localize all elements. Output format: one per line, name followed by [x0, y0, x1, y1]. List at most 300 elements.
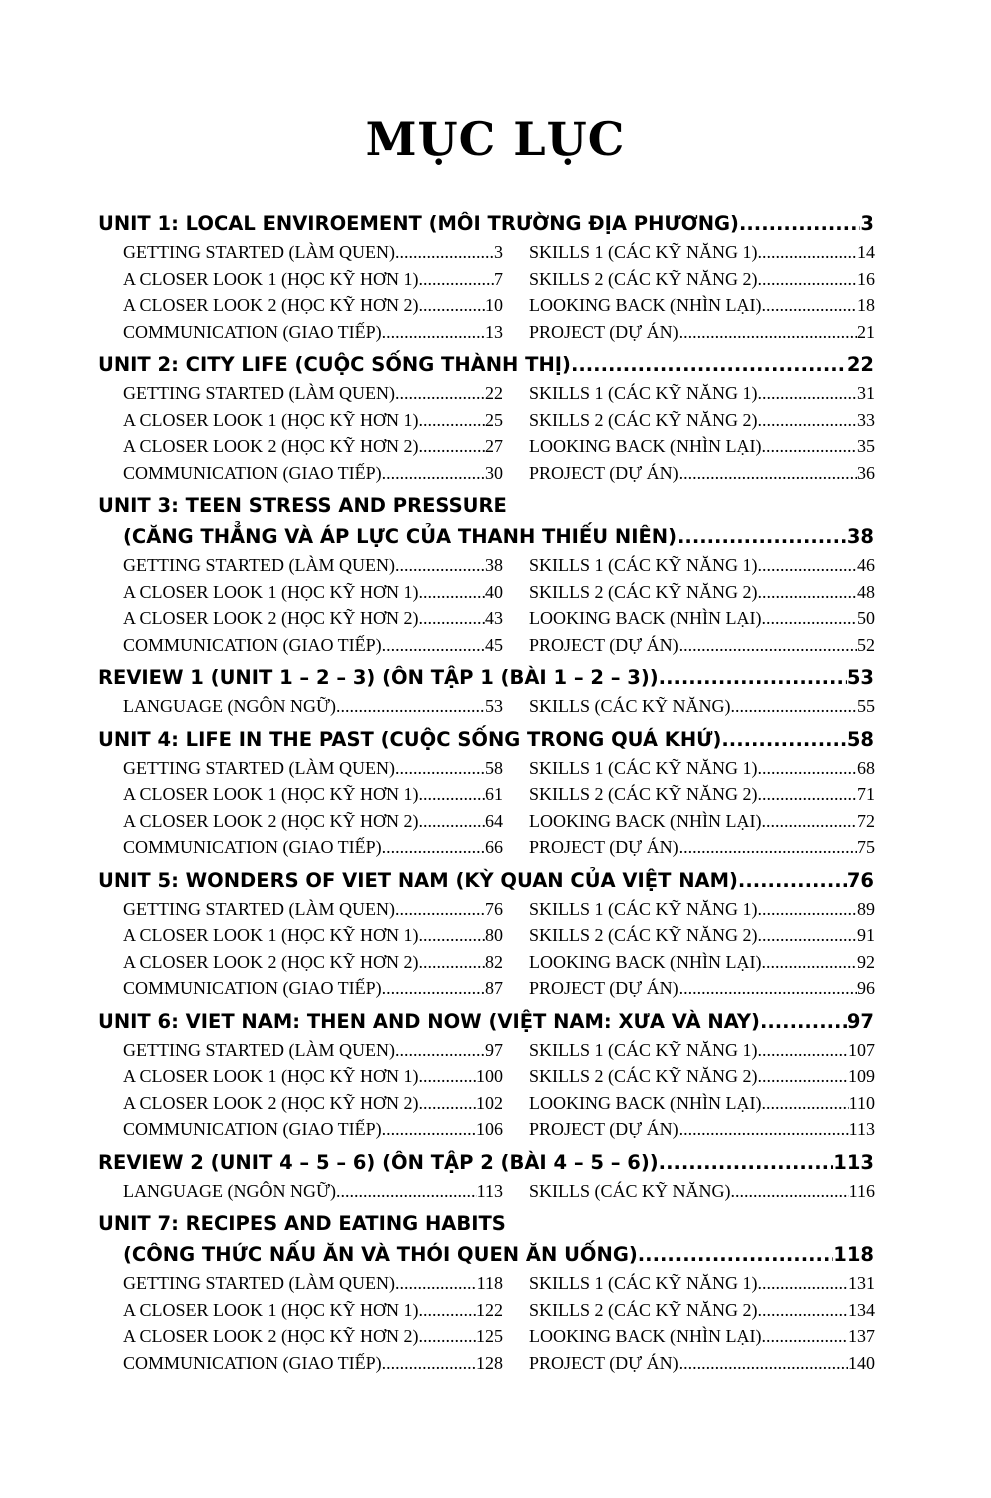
toc-entry-row: [123, 1270, 874, 1297]
toc-entry-label: A CLOSER LOOK 1 (HỌC KỸ HƠN 1): [123, 409, 419, 430]
dot-leader: [679, 632, 857, 659]
toc-entry[interactable]: [529, 834, 875, 861]
toc-entry-page: 7: [494, 268, 503, 289]
toc-entry-page: 122: [476, 1299, 503, 1320]
dot-leader: [638, 1239, 834, 1270]
toc-entry-label: GETTING STARTED (LÀM QUEN): [123, 555, 395, 575]
toc-entry-page: 18: [857, 295, 875, 315]
section-heading-label: UNIT 7: RECIPES AND EATING HABITS: [98, 1212, 506, 1235]
toc-entry-row: [123, 1037, 874, 1064]
dot-leader: [419, 407, 486, 434]
toc-entry-label: A CLOSER LOOK 1 (HỌC KỸ HƠN 1): [123, 784, 419, 804]
section-heading-label: (CĂNG THẲNG VÀ ÁP LỰC CỦA THANH THIẾU NIÊN): [123, 525, 678, 548]
toc-entry[interactable]: [123, 433, 503, 460]
toc-entries: [98, 1037, 874, 1143]
toc-entry-label: COMMUNICATION (GIAO TIẾP): [123, 321, 382, 342]
dot-leader: [761, 808, 857, 835]
toc-entry-row: [123, 834, 874, 861]
toc-entry-label: A CLOSER LOOK 1 (HỌC KỸ HƠN 1): [123, 581, 419, 602]
toc-entry-row: [123, 239, 874, 266]
dot-leader: [382, 319, 485, 346]
section-heading-label: UNIT 2: CITY LIFE (CUỘC SỐNG THÀNH THỊ): [98, 353, 571, 376]
dot-leader: [382, 1350, 476, 1377]
section-heading[interactable]: [98, 349, 874, 380]
toc-entry[interactable]: [529, 292, 875, 319]
toc-entry-label: A CLOSER LOOK 1 (HỌC KỸ HƠN 1): [123, 1299, 419, 1320]
dot-leader: [677, 521, 847, 552]
toc-entry-label: SKILLS 1 (CÁC KỸ NĂNG 1): [529, 555, 758, 575]
section-heading-label: UNIT 4: LIFE IN THE PAST (CUỘC SỐNG TRONG QUÁ KHỨ): [98, 727, 722, 751]
toc-entry-label: SKILLS 1 (CÁC KỸ NĂNG 1): [529, 1273, 758, 1293]
toc-entry-page: 33: [857, 409, 875, 430]
dot-leader: [758, 781, 858, 808]
toc-entry[interactable]: [123, 552, 503, 579]
toc-entry-label: GETTING STARTED (LÀM QUEN): [123, 242, 395, 262]
toc-entry-page: 118: [476, 1273, 503, 1293]
section-heading-label: UNIT 1: LOCAL ENVIROEMENT (MÔI TRƯỜNG ĐỊA PHƯƠNG): [98, 212, 739, 235]
toc-entry-row: [123, 975, 874, 1002]
dot-leader: [679, 834, 857, 861]
toc-entry[interactable]: [123, 292, 503, 319]
table-of-contents: [98, 208, 874, 1380]
dot-leader: [419, 781, 486, 808]
toc-entry-page: 91: [857, 925, 875, 945]
toc-entry[interactable]: [123, 1178, 503, 1205]
dot-leader: [738, 865, 847, 896]
toc-entry[interactable]: [529, 1116, 875, 1143]
toc-entry[interactable]: [529, 552, 875, 579]
toc-entry-label: SKILLS 2 (CÁC KỸ NĂNG 2): [529, 925, 758, 945]
toc-entry-label: A CLOSER LOOK 1 (HỌC KỸ HƠN 1): [123, 1066, 419, 1086]
section-page-number: 113: [833, 1150, 874, 1174]
dot-leader: [679, 1350, 848, 1377]
toc-entry[interactable]: [123, 975, 503, 1002]
section-page-number: 118: [833, 1243, 874, 1266]
toc-entry-label: LOOKING BACK (NHÌN LẠI): [529, 951, 762, 972]
dot-leader: [659, 662, 847, 693]
toc-entry[interactable]: [529, 755, 875, 782]
dot-leader: [419, 605, 486, 632]
toc-entry-page: 52: [857, 634, 875, 655]
dot-leader: [758, 1297, 849, 1324]
toc-entries: [98, 1270, 874, 1376]
toc-entry[interactable]: [123, 1037, 503, 1064]
dot-leader: [419, 949, 486, 976]
toc-entry[interactable]: [123, 922, 503, 949]
dot-leader: [761, 292, 857, 319]
toc-entry[interactable]: [529, 1037, 875, 1064]
toc-entry-page: 109: [848, 1066, 875, 1086]
toc-entry-label: LOOKING BACK (NHÌN LẠI): [529, 295, 762, 315]
toc-entry-page: 92: [857, 951, 875, 972]
toc-entry-row: [123, 1178, 874, 1205]
toc-entry-label: SKILLS 2 (CÁC KỸ NĂNG 2): [529, 784, 758, 804]
toc-entry[interactable]: [123, 319, 503, 346]
toc-entry-label: SKILLS 2 (CÁC KỸ NĂNG 2): [529, 268, 758, 289]
dot-leader: [659, 1147, 834, 1178]
toc-entry-label: GETTING STARTED (LÀM QUEN): [123, 757, 395, 778]
toc-entry[interactable]: [529, 1178, 875, 1205]
dot-leader: [395, 896, 485, 923]
toc-section: [98, 724, 874, 865]
dot-leader: [731, 1178, 849, 1205]
toc-entry-label: PROJECT (DỰ ÁN): [529, 321, 679, 342]
toc-entry-page: 89: [857, 898, 875, 919]
dot-leader: [758, 552, 858, 579]
toc-entry[interactable]: [123, 834, 503, 861]
section-heading[interactable]: [98, 1006, 874, 1037]
dot-leader: [382, 975, 485, 1002]
toc-entry-label: GETTING STARTED (LÀM QUEN): [123, 1039, 395, 1060]
toc-entry-row: [123, 922, 874, 949]
toc-entry-row: [123, 781, 874, 808]
dot-leader: [395, 552, 485, 579]
toc-entry[interactable]: [123, 460, 503, 487]
section-heading-label: REVIEW 1 (UNIT 1 – 2 – 3) (ÔN TẬP 1 (BÀI 1 – 2 – 3)): [98, 666, 659, 689]
toc-entry-label: PROJECT (DỰ ÁN): [529, 837, 679, 857]
toc-section: [98, 1006, 874, 1147]
toc-entry[interactable]: [123, 407, 503, 434]
toc-entry-page: 106: [476, 1119, 503, 1139]
toc-entry-label: COMMUNICATION (GIAO TIẾP): [123, 634, 382, 655]
toc-entry-page: 71: [857, 784, 875, 804]
toc-entry[interactable]: [529, 605, 875, 632]
toc-entry-page: 22: [485, 383, 503, 403]
section-heading[interactable]: [98, 1208, 874, 1239]
dot-leader: [721, 724, 846, 755]
toc-entry[interactable]: [529, 896, 875, 923]
dot-leader: [758, 266, 858, 293]
toc-entry-label: LOOKING BACK (NHÌN LẠI): [529, 1092, 762, 1113]
toc-entry[interactable]: [529, 407, 875, 434]
toc-entry-row: [123, 319, 874, 346]
toc-entry-row: [123, 460, 874, 487]
toc-entry[interactable]: [529, 266, 875, 293]
toc-entry-page: 64: [485, 810, 503, 831]
dot-leader: [395, 1037, 485, 1064]
toc-entry-row: [123, 755, 874, 782]
toc-entry[interactable]: [529, 781, 875, 808]
toc-entry-page: 45: [485, 634, 503, 655]
toc-entry-label: COMMUNICATION (GIAO TIẾP): [123, 462, 382, 483]
toc-entries: [98, 693, 874, 720]
section-heading[interactable]: [98, 865, 874, 896]
toc-entry-label: A CLOSER LOOK 2 (HỌC KỸ HƠN 2): [123, 295, 419, 315]
dot-leader: [382, 1116, 476, 1143]
toc-entry-page: 55: [857, 696, 875, 716]
section-heading-label: (CÔNG THỨC NẤU ĂN VÀ THÓI QUEN ĂN UỐNG): [123, 1243, 638, 1266]
section-heading-label: UNIT 3: TEEN STRESS AND PRESSURE: [98, 494, 507, 517]
toc-entry-label: PROJECT (DỰ ÁN): [529, 1352, 679, 1373]
toc-entry-label: SKILLS 1 (CÁC KỸ NĂNG 1): [529, 383, 758, 403]
toc-entry[interactable]: [529, 975, 875, 1002]
toc-entry[interactable]: [123, 579, 503, 606]
toc-entry-row: [123, 433, 874, 460]
toc-entry-label: PROJECT (DỰ ÁN): [529, 1119, 679, 1139]
toc-entry[interactable]: [123, 1063, 503, 1090]
toc-entry[interactable]: [529, 239, 875, 266]
toc-entry-label: PROJECT (DỰ ÁN): [529, 462, 679, 483]
dot-leader: [758, 922, 858, 949]
toc-section: [98, 1147, 874, 1209]
toc-entry-page: 30: [485, 462, 503, 483]
toc-entry-page: 21: [857, 321, 875, 342]
toc-entry[interactable]: [123, 808, 503, 835]
toc-entry[interactable]: [529, 579, 875, 606]
toc-section: [98, 662, 874, 724]
section-heading[interactable]: [98, 1239, 874, 1270]
toc-entry-page: 36: [857, 462, 875, 483]
dot-leader: [761, 1323, 848, 1350]
toc-entries: [98, 380, 874, 486]
toc-entry-label: GETTING STARTED (LÀM QUEN): [123, 383, 395, 403]
toc-entry-page: 80: [485, 925, 503, 945]
toc-entry-label: SKILLS 2 (CÁC KỸ NĂNG 2): [529, 1066, 758, 1086]
section-page-number: 38: [846, 525, 874, 548]
toc-entry-label: COMMUNICATION (GIAO TIẾP): [123, 1352, 382, 1373]
dot-leader: [679, 975, 857, 1002]
dot-leader: [395, 755, 485, 782]
toc-entry-label: A CLOSER LOOK 2 (HỌC KỸ HƠN 2): [123, 1092, 419, 1113]
dot-leader: [419, 1063, 477, 1090]
toc-entry-label: A CLOSER LOOK 2 (HỌC KỸ HƠN 2): [123, 810, 419, 831]
toc-entry[interactable]: [529, 632, 875, 659]
toc-entry-page: 58: [485, 757, 503, 778]
toc-entry-page: 50: [857, 608, 875, 628]
toc-entry[interactable]: [529, 319, 875, 346]
toc-entry-label: SKILLS 1 (CÁC KỸ NĂNG 1): [529, 1039, 758, 1060]
section-heading-label: REVIEW 2 (UNIT 4 – 5 – 6) (ÔN TẬP 2 (BÀI 4 – 5 – 6)): [98, 1150, 659, 1174]
toc-entry-row: [123, 266, 874, 293]
toc-section: [98, 208, 874, 349]
section-page-number: 76: [846, 868, 874, 892]
toc-entry[interactable]: [123, 1116, 503, 1143]
dot-leader: [758, 380, 858, 407]
dot-leader: [395, 380, 485, 407]
dot-leader: [758, 1063, 849, 1090]
toc-entry-page: 61: [485, 784, 503, 804]
toc-entry-page: 66: [485, 837, 503, 857]
toc-section: [98, 490, 874, 662]
toc-entry[interactable]: [529, 1350, 875, 1377]
dot-leader: [761, 433, 857, 460]
toc-entry-page: 38: [485, 555, 503, 575]
toc-entry-page: 75: [857, 837, 875, 857]
dot-leader: [382, 834, 485, 861]
dot-leader: [571, 349, 847, 380]
toc-entry-label: LANGUAGE (NGÔN NGỮ): [123, 696, 336, 716]
dot-leader: [760, 1006, 847, 1037]
toc-entry[interactable]: [123, 239, 503, 266]
toc-entry-row: [123, 407, 874, 434]
toc-section: [98, 349, 874, 490]
toc-entry-label: LOOKING BACK (NHÌN LẠI): [529, 608, 762, 628]
section-page-number: 22: [846, 353, 874, 376]
toc-entry-label: A CLOSER LOOK 2 (HỌC KỸ HƠN 2): [123, 951, 419, 972]
toc-entry-row: [123, 808, 874, 835]
dot-leader: [679, 460, 857, 487]
toc-entry[interactable]: [123, 693, 503, 720]
toc-entry[interactable]: [123, 1350, 503, 1377]
toc-entry-page: 102: [476, 1092, 503, 1113]
dot-leader: [419, 1323, 477, 1350]
toc-entry-row: [123, 693, 874, 720]
dot-leader: [395, 239, 494, 266]
toc-entry[interactable]: [123, 1270, 503, 1297]
toc-entry[interactable]: [529, 949, 875, 976]
dot-leader: [758, 755, 858, 782]
toc-entry-label: GETTING STARTED (LÀM QUEN): [123, 1273, 395, 1293]
toc-entry-label: LANGUAGE (NGÔN NGỮ): [123, 1180, 336, 1201]
toc-entry-page: 97: [485, 1039, 503, 1060]
toc-entry-page: 10: [485, 295, 503, 315]
toc-entry[interactable]: [123, 781, 503, 808]
dot-leader: [382, 632, 485, 659]
dot-leader: [761, 605, 857, 632]
toc-entry-row: [123, 605, 874, 632]
section-heading-label: UNIT 5: WONDERS OF VIET NAM (KỲ QUAN CỦA VIỆT NAM): [98, 868, 738, 892]
toc-entry-label: A CLOSER LOOK 2 (HỌC KỸ HƠN 2): [123, 1326, 419, 1346]
toc-entry-row: [123, 949, 874, 976]
toc-entry-page: 14: [857, 242, 875, 262]
toc-section: [98, 1208, 874, 1380]
toc-entry-page: 43: [485, 608, 503, 628]
dot-leader: [419, 266, 495, 293]
toc-entry-label: SKILLS 2 (CÁC KỸ NĂNG 2): [529, 409, 758, 430]
toc-entry[interactable]: [123, 1297, 503, 1324]
section-heading[interactable]: [98, 490, 874, 521]
toc-entry[interactable]: [529, 1323, 875, 1350]
toc-entry[interactable]: [123, 266, 503, 293]
dot-leader: [419, 433, 486, 460]
page-title: MỤC LỤC: [365, 112, 626, 166]
section-heading[interactable]: [98, 662, 874, 693]
section-heading[interactable]: [98, 724, 874, 755]
toc-entry-page: 96: [857, 978, 875, 998]
toc-entry[interactable]: [529, 693, 875, 720]
toc-entry-row: [123, 1063, 874, 1090]
toc-entry-label: SKILLS 2 (CÁC KỸ NĂNG 2): [529, 581, 758, 602]
dot-leader: [758, 239, 858, 266]
toc-entry[interactable]: [123, 605, 503, 632]
toc-entry-page: 125: [476, 1326, 503, 1346]
toc-entry-page: 82: [485, 951, 503, 972]
toc-entry-label: A CLOSER LOOK 2 (HỌC KỸ HƠN 2): [123, 608, 419, 628]
toc-section: [98, 865, 874, 1006]
toc-entry-page: 116: [848, 1180, 875, 1201]
section-page-number: 58: [846, 727, 874, 751]
section-page-number: 53: [846, 666, 874, 689]
toc-entry-page: 46: [857, 555, 875, 575]
toc-entry[interactable]: [529, 433, 875, 460]
section-heading[interactable]: [98, 208, 874, 239]
toc-entries: [98, 552, 874, 658]
section-page-number: 3: [860, 212, 874, 235]
toc-entry-row: [123, 579, 874, 606]
toc-entry-row: [123, 896, 874, 923]
toc-entry-label: A CLOSER LOOK 1 (HỌC KỸ HƠN 1): [123, 268, 419, 289]
toc-entry-label: COMMUNICATION (GIAO TIẾP): [123, 978, 382, 998]
toc-entry[interactable]: [529, 1063, 875, 1090]
section-heading-label: UNIT 6: VIET NAM: THEN AND NOW (VIỆT NAM: XƯA VÀ NAY): [98, 1009, 760, 1033]
toc-entry-label: SKILLS 1 (CÁC KỸ NĂNG 1): [529, 898, 758, 919]
toc-entry-label: A CLOSER LOOK 1 (HỌC KỸ HƠN 1): [123, 925, 419, 945]
toc-entry[interactable]: [123, 632, 503, 659]
toc-entry-page: 137: [848, 1326, 875, 1346]
dot-leader: [419, 1297, 477, 1324]
toc-entries: [98, 1178, 874, 1205]
toc-entry[interactable]: [529, 1297, 875, 1324]
dot-leader: [419, 292, 486, 319]
section-heading[interactable]: [98, 1147, 874, 1178]
toc-entries: [98, 755, 874, 861]
toc-entry[interactable]: [123, 1090, 503, 1117]
toc-entry-page: 16: [857, 268, 875, 289]
toc-entry[interactable]: [123, 949, 503, 976]
toc-entry-page: 113: [848, 1119, 875, 1139]
toc-entry-page: 134: [848, 1299, 875, 1320]
toc-entry[interactable]: [123, 896, 503, 923]
toc-entry-page: 107: [848, 1039, 875, 1060]
toc-entries: [98, 239, 874, 345]
toc-entry[interactable]: [529, 1270, 875, 1297]
toc-entry-page: 35: [857, 436, 875, 456]
toc-entry-page: 48: [857, 581, 875, 602]
toc-entry-label: COMMUNICATION (GIAO TIẾP): [123, 1119, 382, 1139]
toc-entry-page: 110: [848, 1092, 875, 1113]
toc-entry[interactable]: [123, 755, 503, 782]
toc-entry-label: LOOKING BACK (NHÌN LẠI): [529, 810, 762, 831]
toc-entry[interactable]: [529, 1090, 875, 1117]
dot-leader: [739, 208, 860, 239]
dot-leader: [758, 1270, 849, 1297]
dot-leader: [758, 896, 858, 923]
toc-entries: [98, 896, 874, 1002]
dot-leader: [761, 949, 857, 976]
dot-leader: [382, 460, 485, 487]
dot-leader: [731, 693, 858, 720]
toc-entry[interactable]: [529, 808, 875, 835]
toc-entry-label: SKILLS 2 (CÁC KỸ NĂNG 2): [529, 1299, 758, 1320]
toc-entry-label: SKILLS (CÁC KỸ NĂNG): [529, 696, 731, 716]
toc-entry-label: COMMUNICATION (GIAO TIẾP): [123, 837, 382, 857]
dot-leader: [419, 808, 486, 835]
toc-entry-row: [123, 1090, 874, 1117]
toc-entry-row: [123, 632, 874, 659]
toc-entry-page: 72: [857, 810, 875, 831]
toc-entry-page: 131: [848, 1273, 875, 1293]
toc-entry-row: [123, 292, 874, 319]
dot-leader: [761, 1090, 848, 1117]
toc-entry-page: 87: [485, 978, 503, 998]
toc-entry-row: [123, 1350, 874, 1377]
toc-entry-label: SKILLS 1 (CÁC KỸ NĂNG 1): [529, 242, 758, 262]
toc-entry-row: [123, 380, 874, 407]
toc-entry[interactable]: [529, 460, 875, 487]
toc-entry[interactable]: [123, 380, 503, 407]
toc-entry-label: SKILLS 1 (CÁC KỸ NĂNG 1): [529, 757, 758, 778]
toc-entry[interactable]: [123, 1323, 503, 1350]
dot-leader: [679, 1116, 849, 1143]
section-heading[interactable]: [98, 521, 874, 552]
toc-entry[interactable]: [529, 922, 875, 949]
dot-leader: [419, 1090, 477, 1117]
dot-leader: [758, 579, 858, 606]
toc-entry-page: 3: [494, 242, 503, 262]
toc-entry-page: 40: [485, 581, 503, 602]
toc-entry[interactable]: [529, 380, 875, 407]
toc-entry-row: [123, 1116, 874, 1143]
